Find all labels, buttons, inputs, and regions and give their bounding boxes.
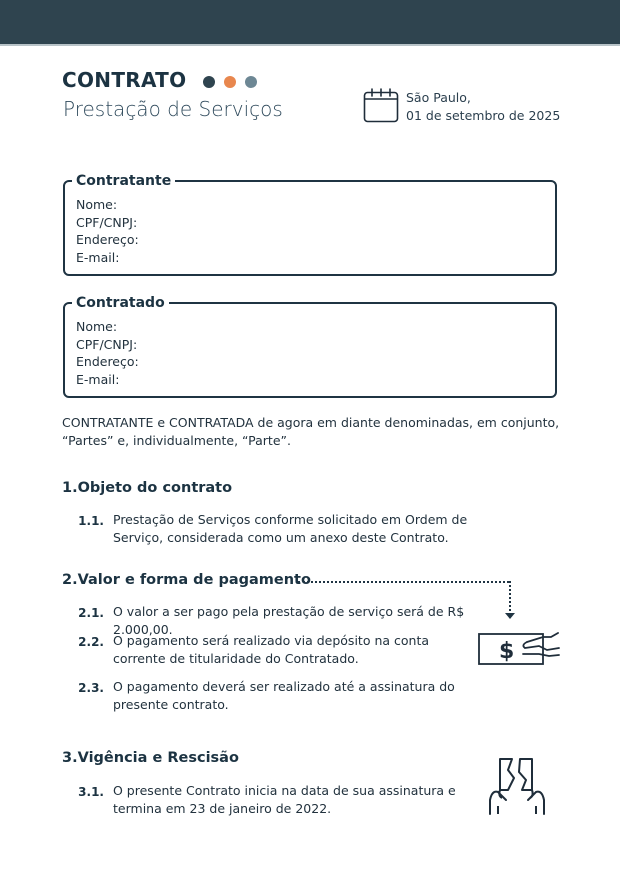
contratado-title: Contratado: [72, 294, 169, 312]
clause-text: O valor a ser pago pela prestação de serviço será de R$ 2.000,00.: [113, 604, 465, 637]
contratante-fields: [76, 196, 139, 266]
torn-paper-icon: [486, 756, 548, 818]
accent-dot-dark: [203, 76, 215, 88]
clause-number: 2.3.: [78, 681, 104, 695]
clause-1-1: [62, 511, 482, 547]
field-endereco: Endereço:: [76, 354, 139, 369]
section-title-vigencia: 3.Vigência e Rescisão: [62, 750, 239, 766]
date-text: 01 de setembro de 2025: [406, 108, 561, 123]
field-cpf-cnpj: CPF/CNPJ:: [76, 336, 138, 352]
field-cpf-cnpj: CPF/CNPJ:: [76, 214, 138, 230]
calendar-icon: [363, 88, 399, 124]
dotted-connector: [298, 581, 509, 583]
contratante-title: Contratante: [72, 172, 175, 190]
contratante-box: [63, 173, 557, 276]
accent-dots: [203, 76, 257, 88]
clause-number: 2.2.: [78, 635, 104, 649]
clause-3-1: [62, 782, 472, 818]
clause-2-2: [62, 632, 472, 668]
clause-number: 3.1.: [78, 785, 104, 799]
top-banner: [0, 0, 620, 44]
field-nome: Nome:: [76, 319, 118, 334]
accent-dot-orange: [224, 76, 236, 88]
clause-number: 1.1.: [78, 514, 104, 528]
dotted-connector-vertical: [509, 581, 511, 615]
svg-text:$: $: [499, 639, 515, 664]
clause-2-3: [62, 678, 472, 714]
field-nome: Nome:: [76, 197, 118, 212]
intro-paragraph: CONTRATANTE e CONTRATADA de agora em diante denominadas, em conjunto, “Partes” e, individualmente, “Parte”.: [62, 415, 560, 448]
section-title-pagamento: 2.Valor e forma de pagamento: [62, 572, 311, 588]
place-text: São Paulo,: [406, 90, 471, 105]
contratado-box: [63, 295, 557, 398]
field-endereco: Endereço:: [76, 232, 139, 247]
document-title: CONTRATO: [62, 68, 187, 92]
money-hand-icon: [477, 628, 561, 668]
arrow-down-icon: [505, 613, 515, 619]
clause-text: O pagamento será realizado via depósito na conta corrente de titularidade do Contratado.: [113, 633, 430, 666]
clause-text: O pagamento deverá ser realizado até a assinatura do presente contrato.: [113, 679, 455, 712]
document-subtitle: Prestação de Serviços: [63, 97, 283, 121]
top-banner-divider: [0, 44, 620, 46]
field-email: E-mail:: [76, 371, 120, 387]
clause-text: O presente Contrato inicia na data de sua assinatura e termina em 23 de janeiro de 2022.: [113, 783, 456, 816]
clause-text: Prestação de Serviços conforme solicitado em Ordem de Serviço, considerada como um anexo deste Contrato.: [113, 512, 468, 545]
place-and-date: [406, 89, 560, 125]
field-email: E-mail:: [76, 249, 120, 265]
accent-dot-slate: [245, 76, 257, 88]
contratado-fields: [76, 318, 139, 388]
section-title-objeto: 1.Objeto do contrato: [62, 480, 233, 496]
clause-number: 2.1.: [78, 606, 104, 620]
